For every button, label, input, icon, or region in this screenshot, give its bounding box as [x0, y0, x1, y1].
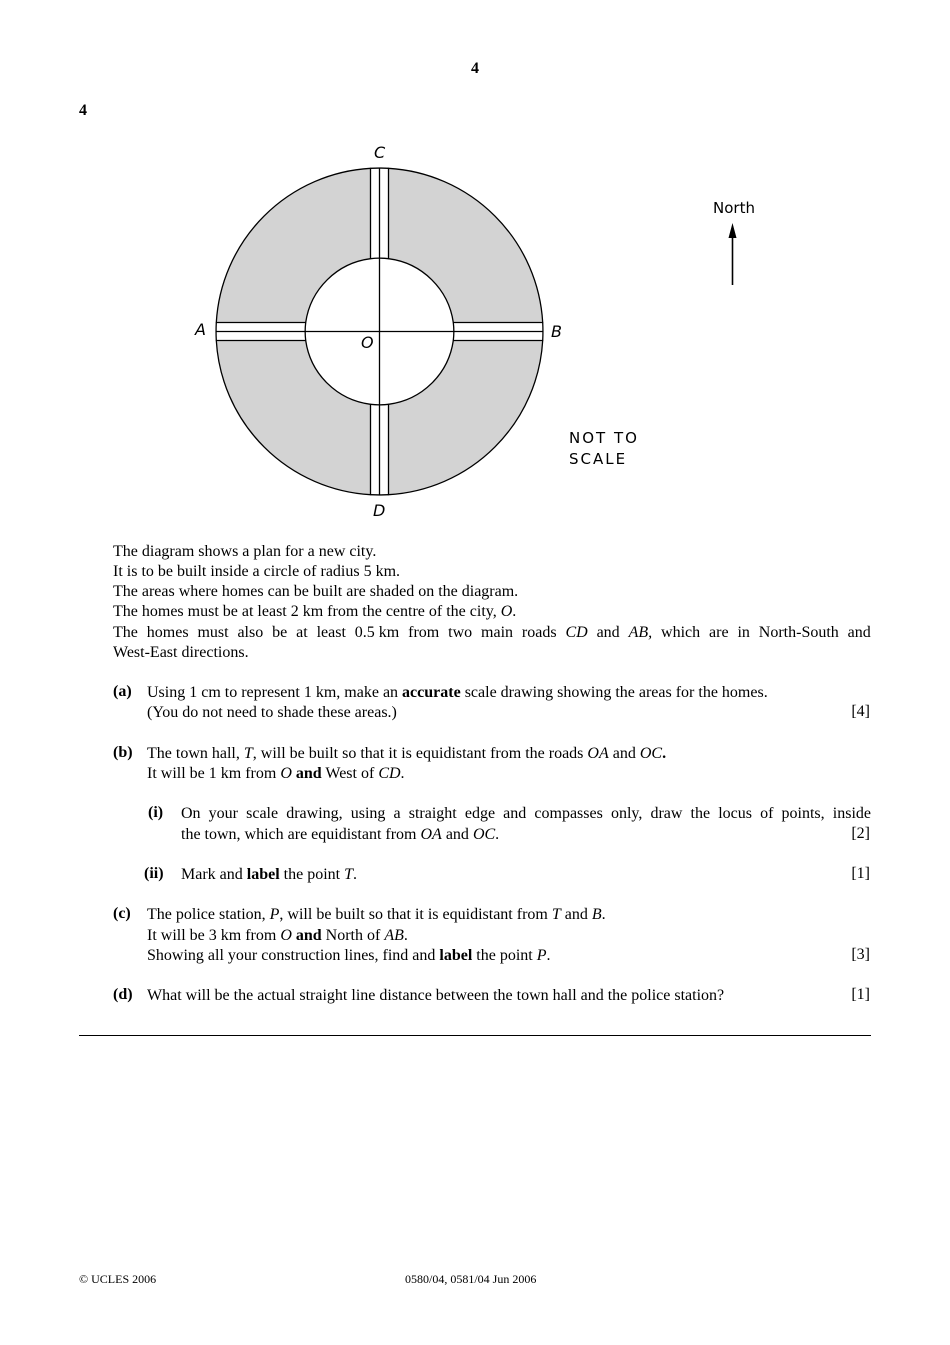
part-b-t: T	[243, 745, 253, 762]
part-c-t2a: It will be 3 km from	[147, 927, 281, 944]
part-b-i-word: inside	[832, 805, 871, 822]
city-plan-diagram	[0, 0, 950, 530]
part-b-i-t2b: and	[441, 826, 473, 843]
label-b: B	[551, 322, 562, 341]
part-b-i-word: straight	[408, 805, 457, 822]
part-c-t1c: and	[560, 906, 592, 923]
intro-word: from	[408, 624, 440, 641]
part-c-label: (c)	[113, 905, 131, 922]
intro-word: two	[448, 624, 473, 641]
part-b-i-t2c: .	[495, 826, 500, 843]
intro-word-cd: CD	[565, 624, 588, 641]
part-b-i-word: and	[503, 805, 527, 822]
part-c-t1a: The police station,	[147, 906, 270, 923]
end-of-question-rule	[79, 1035, 871, 1036]
part-b-i-label: (i)	[148, 804, 164, 821]
shaded-area-top-right	[389, 168, 543, 322]
intro-word: which	[661, 624, 701, 641]
intro-line-4	[113, 602, 871, 622]
part-a-mark: [4]	[851, 703, 870, 720]
part-c-p2: P	[536, 947, 547, 964]
intro-word: also	[237, 624, 264, 641]
part-b-t2b: West of	[321, 765, 379, 782]
part-c-ab: AB	[384, 927, 404, 944]
part-c-t3b: the point	[472, 947, 537, 964]
intro-line-6: West-East directions.	[113, 644, 249, 661]
part-b-t1d: .	[662, 745, 667, 762]
label-o: O	[361, 333, 374, 352]
part-b-i-word: On	[181, 805, 201, 822]
part-a-text-1a: Using 1 cm to represent 1 km, make an	[147, 684, 403, 701]
part-c-text-2	[147, 926, 408, 946]
intro-word: must	[197, 624, 229, 641]
part-b-ii-t: T	[344, 866, 353, 883]
intro-line-1: The diagram shows a plan for a new city.	[113, 543, 377, 560]
intro-word: in	[737, 624, 750, 641]
part-b-label: (b)	[113, 744, 133, 761]
part-b-i-word: compasses	[534, 805, 603, 822]
intro-line-3: The areas where homes can be built are shaded on the diagram.	[113, 583, 519, 600]
part-a-label: (a)	[113, 683, 132, 700]
intro-line-4-text: The homes must be at least 2 km from the centre of the city,	[113, 603, 501, 620]
not-to-scale-note	[569, 428, 639, 470]
part-c-t2c: .	[403, 927, 408, 944]
part-b-i-word: edge	[464, 805, 496, 822]
intro-word: The	[113, 624, 138, 641]
part-b-o: O	[280, 765, 292, 782]
intro-word: 0.5 km	[354, 624, 400, 641]
part-d-label: (d)	[113, 986, 133, 1003]
part-b-ii-ta: Mark and	[181, 866, 247, 883]
part-c-p: P	[269, 906, 280, 923]
part-c-text-1	[147, 905, 606, 925]
part-c-t: T	[551, 906, 561, 923]
shaded-area-bottom-right	[389, 341, 543, 495]
part-b-i-word: of	[760, 805, 774, 822]
part-b-i-word: only,	[610, 805, 643, 822]
footer-paper-code: 0580/04, 0581/04 Jun 2006	[405, 1272, 537, 1286]
part-b-i-word: your	[208, 805, 238, 822]
part-b-i-text-1	[181, 804, 871, 824]
question-number: 4	[79, 102, 87, 119]
part-b-i-word: using	[350, 805, 386, 822]
not-to-scale-line-1: NOT TO	[569, 429, 639, 447]
label-c: C	[374, 143, 386, 162]
part-c-b: B	[591, 906, 602, 923]
part-b-i-text-2	[181, 825, 499, 845]
intro-word: be	[272, 624, 288, 641]
intro-word: least	[316, 624, 346, 641]
part-b-i-word: points,	[781, 805, 825, 822]
part-b-t1c: and	[608, 745, 640, 762]
part-c-label-word: label	[439, 947, 473, 964]
part-b-t1a: The town hall,	[147, 745, 244, 762]
part-a-accurate: accurate	[402, 684, 461, 701]
shaded-area-bottom-left	[216, 341, 370, 495]
part-c-t3c: .	[546, 947, 551, 964]
part-c-t1b: , will be built so that it is equidistant from	[279, 906, 552, 923]
part-b-i-word: locus	[718, 805, 752, 822]
part-b-text-1	[147, 744, 666, 764]
intro-word: at	[296, 624, 308, 641]
part-b-i-word: drawing,	[286, 805, 343, 822]
part-b-ii-mark: [1]	[851, 865, 870, 882]
part-a-text-1	[147, 683, 768, 703]
part-b-oa: OA	[587, 745, 609, 762]
intro-line-4-o: O	[500, 603, 513, 620]
intro-word: and	[847, 624, 871, 641]
part-c-t1d: .	[601, 906, 606, 923]
part-b-text-2	[147, 764, 405, 784]
part-d-text: What will be the actual straight line distance between the town hall and the police station?	[147, 987, 725, 1004]
part-b-and: and	[291, 765, 322, 782]
part-b-i-word: a	[393, 805, 401, 822]
part-b-i-oa: OA	[420, 826, 442, 843]
north-arrow-icon	[729, 223, 737, 285]
part-b-i-word: draw	[650, 805, 683, 822]
part-a-text-1c: scale drawing showing the areas for the homes.	[460, 684, 768, 701]
shaded-area-top-left	[216, 168, 370, 322]
intro-line-4-end: .	[512, 603, 517, 620]
north-label: North	[713, 199, 755, 217]
part-b-i-oc: OC	[472, 826, 496, 843]
part-b-i-mark: [2]	[851, 825, 870, 842]
part-b-t1b: , will be built so that it is equidistant from the roads	[252, 745, 588, 762]
part-d-mark: [1]	[851, 986, 870, 1003]
part-b-ii-text	[181, 865, 357, 885]
part-c-o: O	[280, 927, 292, 944]
part-b-ii-tb: the point	[279, 866, 345, 883]
part-b-t2a: It will be 1 km from	[147, 765, 281, 782]
part-c-t3a: Showing all your construction lines, find and	[147, 947, 440, 964]
part-b-ii-tc: .	[353, 866, 357, 883]
part-b-cd: CD	[378, 765, 401, 782]
part-b-i-t2a: the town, which are equidistant from	[181, 826, 421, 843]
intro-word: and	[596, 624, 620, 641]
label-a: A	[195, 320, 206, 339]
part-c-and: and	[291, 927, 322, 944]
part-b-oc: OC	[639, 745, 663, 762]
page-number: 4	[471, 60, 479, 77]
intro-word: North-South	[758, 624, 839, 641]
part-b-t2c: .	[400, 765, 405, 782]
intro-word: roads	[521, 624, 557, 641]
part-b-ii-label-word: label	[246, 866, 280, 883]
intro-word: homes	[146, 624, 189, 641]
part-c-mark: [3]	[851, 946, 870, 963]
label-d: D	[373, 501, 386, 520]
intro-line-2: It is to be built inside a circle of radius 5 km.	[113, 563, 401, 580]
intro-word: are	[709, 624, 729, 641]
part-c-text-3	[147, 946, 551, 966]
part-b-i-word: the	[690, 805, 711, 822]
intro-word-ab: AB,	[628, 624, 653, 641]
intro-line-5	[113, 623, 871, 643]
part-a-text-2: (You do not need to shade these areas.)	[147, 704, 397, 721]
intro-word: main	[481, 624, 514, 641]
footer-copyright: © UCLES 2006	[79, 1272, 157, 1286]
not-to-scale-line-2: SCALE	[569, 450, 628, 468]
part-b-ii-label: (ii)	[144, 865, 164, 882]
part-b-i-word: scale	[246, 805, 279, 822]
part-c-t2b: North of	[321, 927, 385, 944]
